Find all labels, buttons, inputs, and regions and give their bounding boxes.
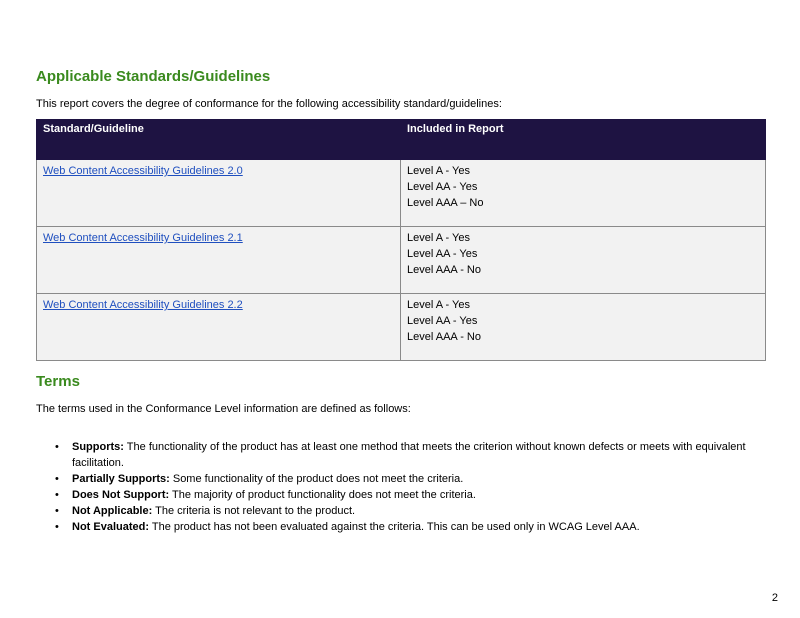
wcag-2-1-link[interactable]: Web Content Accessibility Guidelines 2.1 bbox=[43, 232, 243, 244]
page-number: 2 bbox=[771, 592, 778, 604]
term-label: Does Not Support: bbox=[72, 489, 170, 501]
levels-cell bbox=[401, 160, 766, 227]
terms-heading: Terms bbox=[36, 373, 80, 390]
list-item bbox=[72, 519, 772, 535]
term-label: Not Evaluated: bbox=[72, 521, 150, 533]
standards-heading: Applicable Standards/Guidelines bbox=[36, 68, 271, 85]
level-aa: Level AA - Yes bbox=[407, 315, 478, 327]
level-a: Level A - Yes bbox=[407, 165, 470, 177]
levels-cell bbox=[401, 227, 766, 294]
standard-cell bbox=[37, 227, 401, 294]
wcag-2-2-link[interactable]: Web Content Accessibility Guidelines 2.2 bbox=[43, 299, 243, 311]
header-standard: Standard/Guideline bbox=[37, 120, 401, 160]
terms-list bbox=[72, 439, 772, 535]
table-row bbox=[37, 227, 766, 294]
term-definition: The functionality of the product has at least one method that meets the criterion without known defects or meets with equivalent facilitation. bbox=[72, 441, 746, 469]
table-row bbox=[37, 294, 766, 361]
standard-cell bbox=[37, 294, 401, 361]
term-definition: The majority of product functionality does not meet the criteria. bbox=[169, 489, 476, 501]
standards-table bbox=[36, 119, 766, 361]
level-aa: Level AA - Yes bbox=[407, 181, 478, 193]
term-definition: Some functionality of the product does not meet the criteria. bbox=[169, 473, 464, 485]
level-a: Level A - Yes bbox=[407, 232, 470, 244]
terms-intro: The terms used in the Conformance Level information are defined as follows: bbox=[36, 403, 411, 415]
term-label: Partially Supports: bbox=[72, 473, 170, 485]
list-item bbox=[72, 487, 772, 503]
standards-intro: This report covers the degree of conformance for the following accessibility standard/guidelines: bbox=[36, 98, 502, 110]
term-label: Supports: bbox=[72, 441, 124, 453]
levels-cell bbox=[401, 294, 766, 361]
header-included: Included in Report bbox=[401, 120, 766, 160]
term-definition: The criteria is not relevant to the product. bbox=[152, 505, 356, 517]
level-a: Level A - Yes bbox=[407, 299, 470, 311]
level-aaa: Level AAA – No bbox=[407, 197, 484, 209]
level-aaa: Level AAA - No bbox=[407, 264, 481, 276]
standard-cell bbox=[37, 160, 401, 227]
term-label: Not Applicable: bbox=[72, 505, 153, 517]
list-item bbox=[72, 503, 772, 519]
table-header-row bbox=[37, 120, 766, 160]
level-aa: Level AA - Yes bbox=[407, 248, 478, 260]
wcag-2-0-link[interactable]: Web Content Accessibility Guidelines 2.0 bbox=[43, 165, 243, 177]
list-item bbox=[72, 439, 772, 471]
level-aaa: Level AAA - No bbox=[407, 331, 481, 343]
term-definition: The product has not been evaluated against the criteria. This can be used only in WCAG Level AAA. bbox=[149, 521, 640, 533]
table-row bbox=[37, 160, 766, 227]
list-item bbox=[72, 471, 772, 487]
